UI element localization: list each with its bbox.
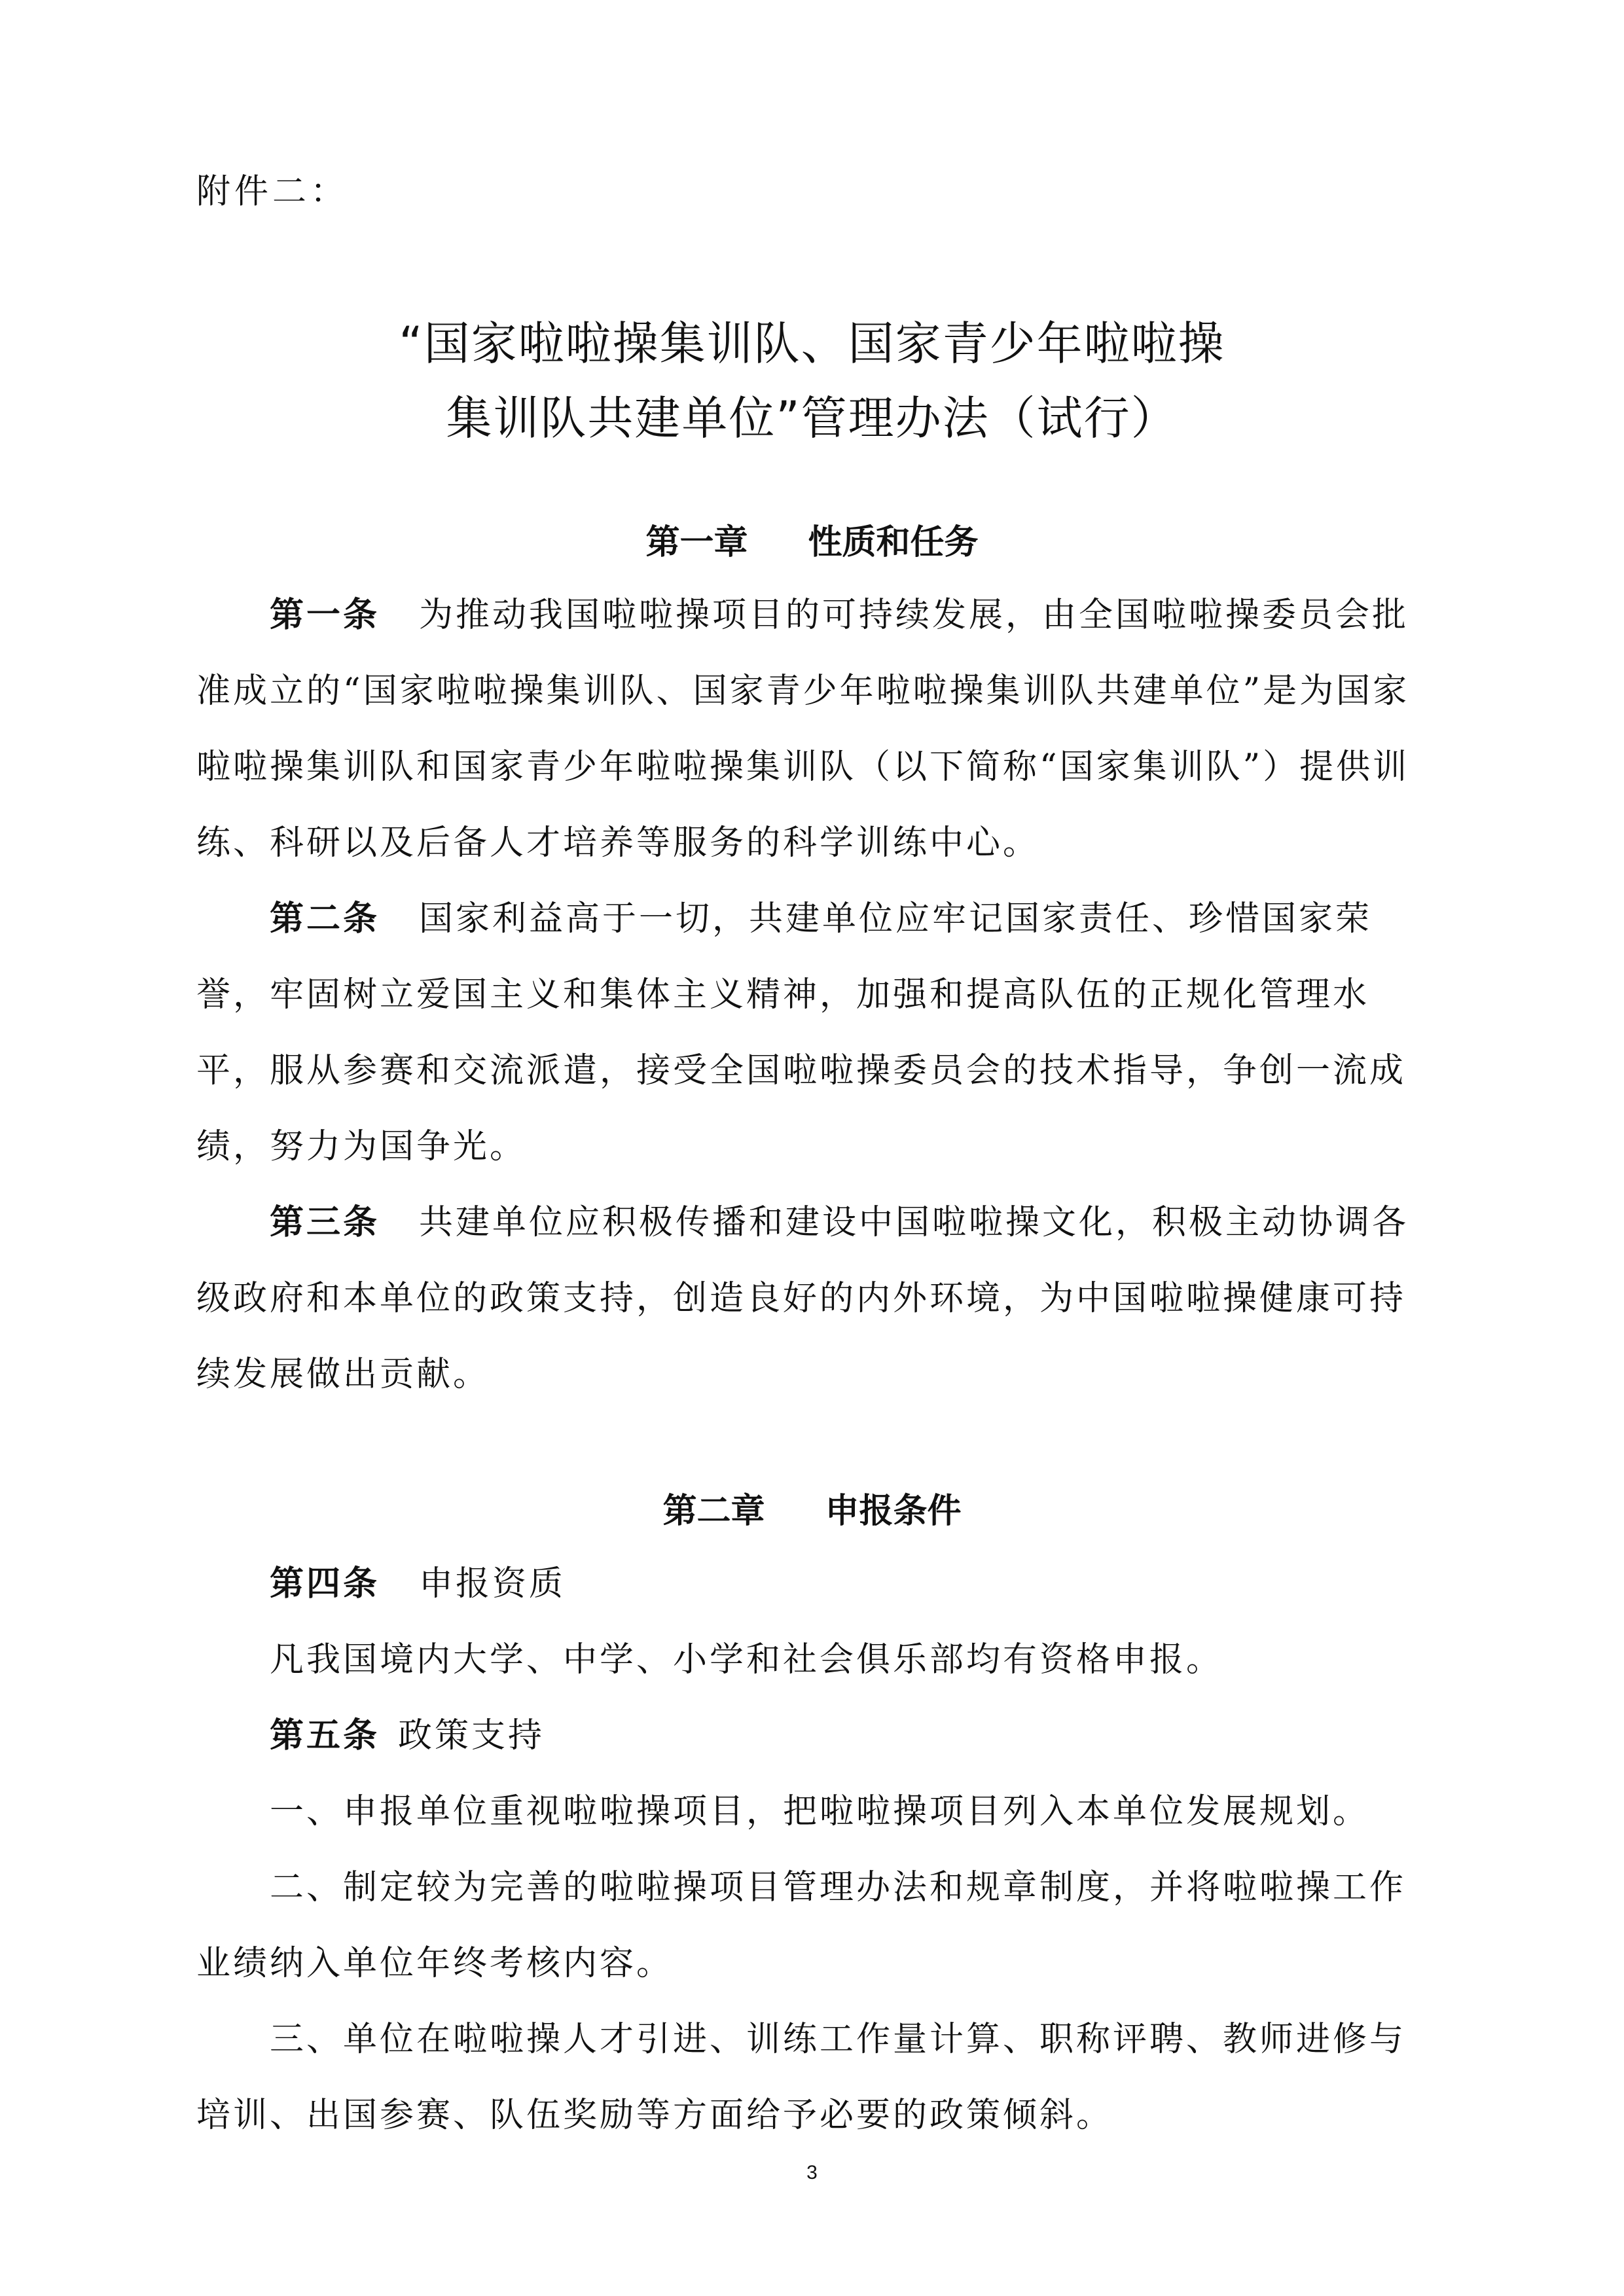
article-3 [196, 1185, 1434, 1412]
article-3-text: 共建单位应积极传播和建设中国啦啦操文化，积极主动协调各级政府和本单位的政策支持，创造良好的内外环境，为中国啦啦操健康可持续发展做出贡献。 [196, 1203, 1409, 1394]
article-2-label: 第二条 [270, 899, 380, 939]
chapter-2-number: 第二章 [662, 1492, 765, 1531]
article-5 [196, 1698, 1434, 1774]
chapter-1-number: 第一章 [645, 523, 748, 562]
article-1-text: 为推动我国啦啦操项目的可持续发展，由全国啦啦操委员会批准成立的“国家啦啦操集训队、国家青少年啦啦操集训队共建单位”是为国家啦啦操集训队和国家青少年啦啦操集训队（以下简称“国家集训队”）提供训练、科研以及后备人才培养等服务的科学训练中心。 [196, 596, 1410, 863]
article-2-text: 国家利益高于一切，共建单位应牢记国家责任、珍惜国家荣誉，牢固树立爱国主义和集体主义精神，加强和提高队伍的正规化管理水平，服从参赛和交流派遣，接受全国啦啦操委员会的技术指导，争创一流成绩，努力为国争光。 [196, 899, 1407, 1166]
document-title [0, 306, 1624, 456]
article-4 [196, 1546, 1434, 1622]
policy-item-2: 二、制定较为完善的啦啦操项目管理办法和规章制度，并将啦啦操工作业绩纳入单位年终考核内容。 [196, 1868, 1407, 1983]
page-number: 3 [806, 2162, 818, 2183]
article-1 [196, 577, 1434, 881]
article-2 [196, 881, 1434, 1185]
article-3-label: 第三条 [270, 1203, 380, 1242]
article-1-label: 第一条 [270, 596, 380, 635]
article-4-text: 申报资质 [419, 1564, 566, 1604]
title-line-2: 集训队共建单位”管理办法（试行） [446, 391, 1178, 445]
chapter-1-heading [0, 514, 1624, 564]
article-5-label: 第五条 [270, 1716, 380, 1755]
policy-item-1: 一、申报单位重视啦啦操项目，把啦啦操项目列入本单位发展规划。 [270, 1792, 1370, 1831]
title-line-1: “国家啦啦操集训队、国家青少年啦啦操 [399, 317, 1225, 370]
chapter-2-title: 申报条件 [825, 1492, 962, 1531]
article-4-label: 第四条 [270, 1564, 380, 1604]
chapter-2-heading [0, 1483, 1624, 1532]
policy-item-3: 三、单位在啦啦操人才引进、训练工作量计算、职称评聘、教师进修与培训、出国参赛、队伍奖励等方面给予必要的政策倾斜。 [196, 2020, 1407, 2135]
article-4-body: 凡我国境内大学、中学、小学和社会俱乐部均有资格申报。 [270, 1640, 1223, 1679]
article-5-text: 政策支持 [398, 1716, 545, 1755]
attachment-label: 附件二： [196, 172, 349, 211]
chapter-1-title: 性质和任务 [808, 523, 979, 562]
